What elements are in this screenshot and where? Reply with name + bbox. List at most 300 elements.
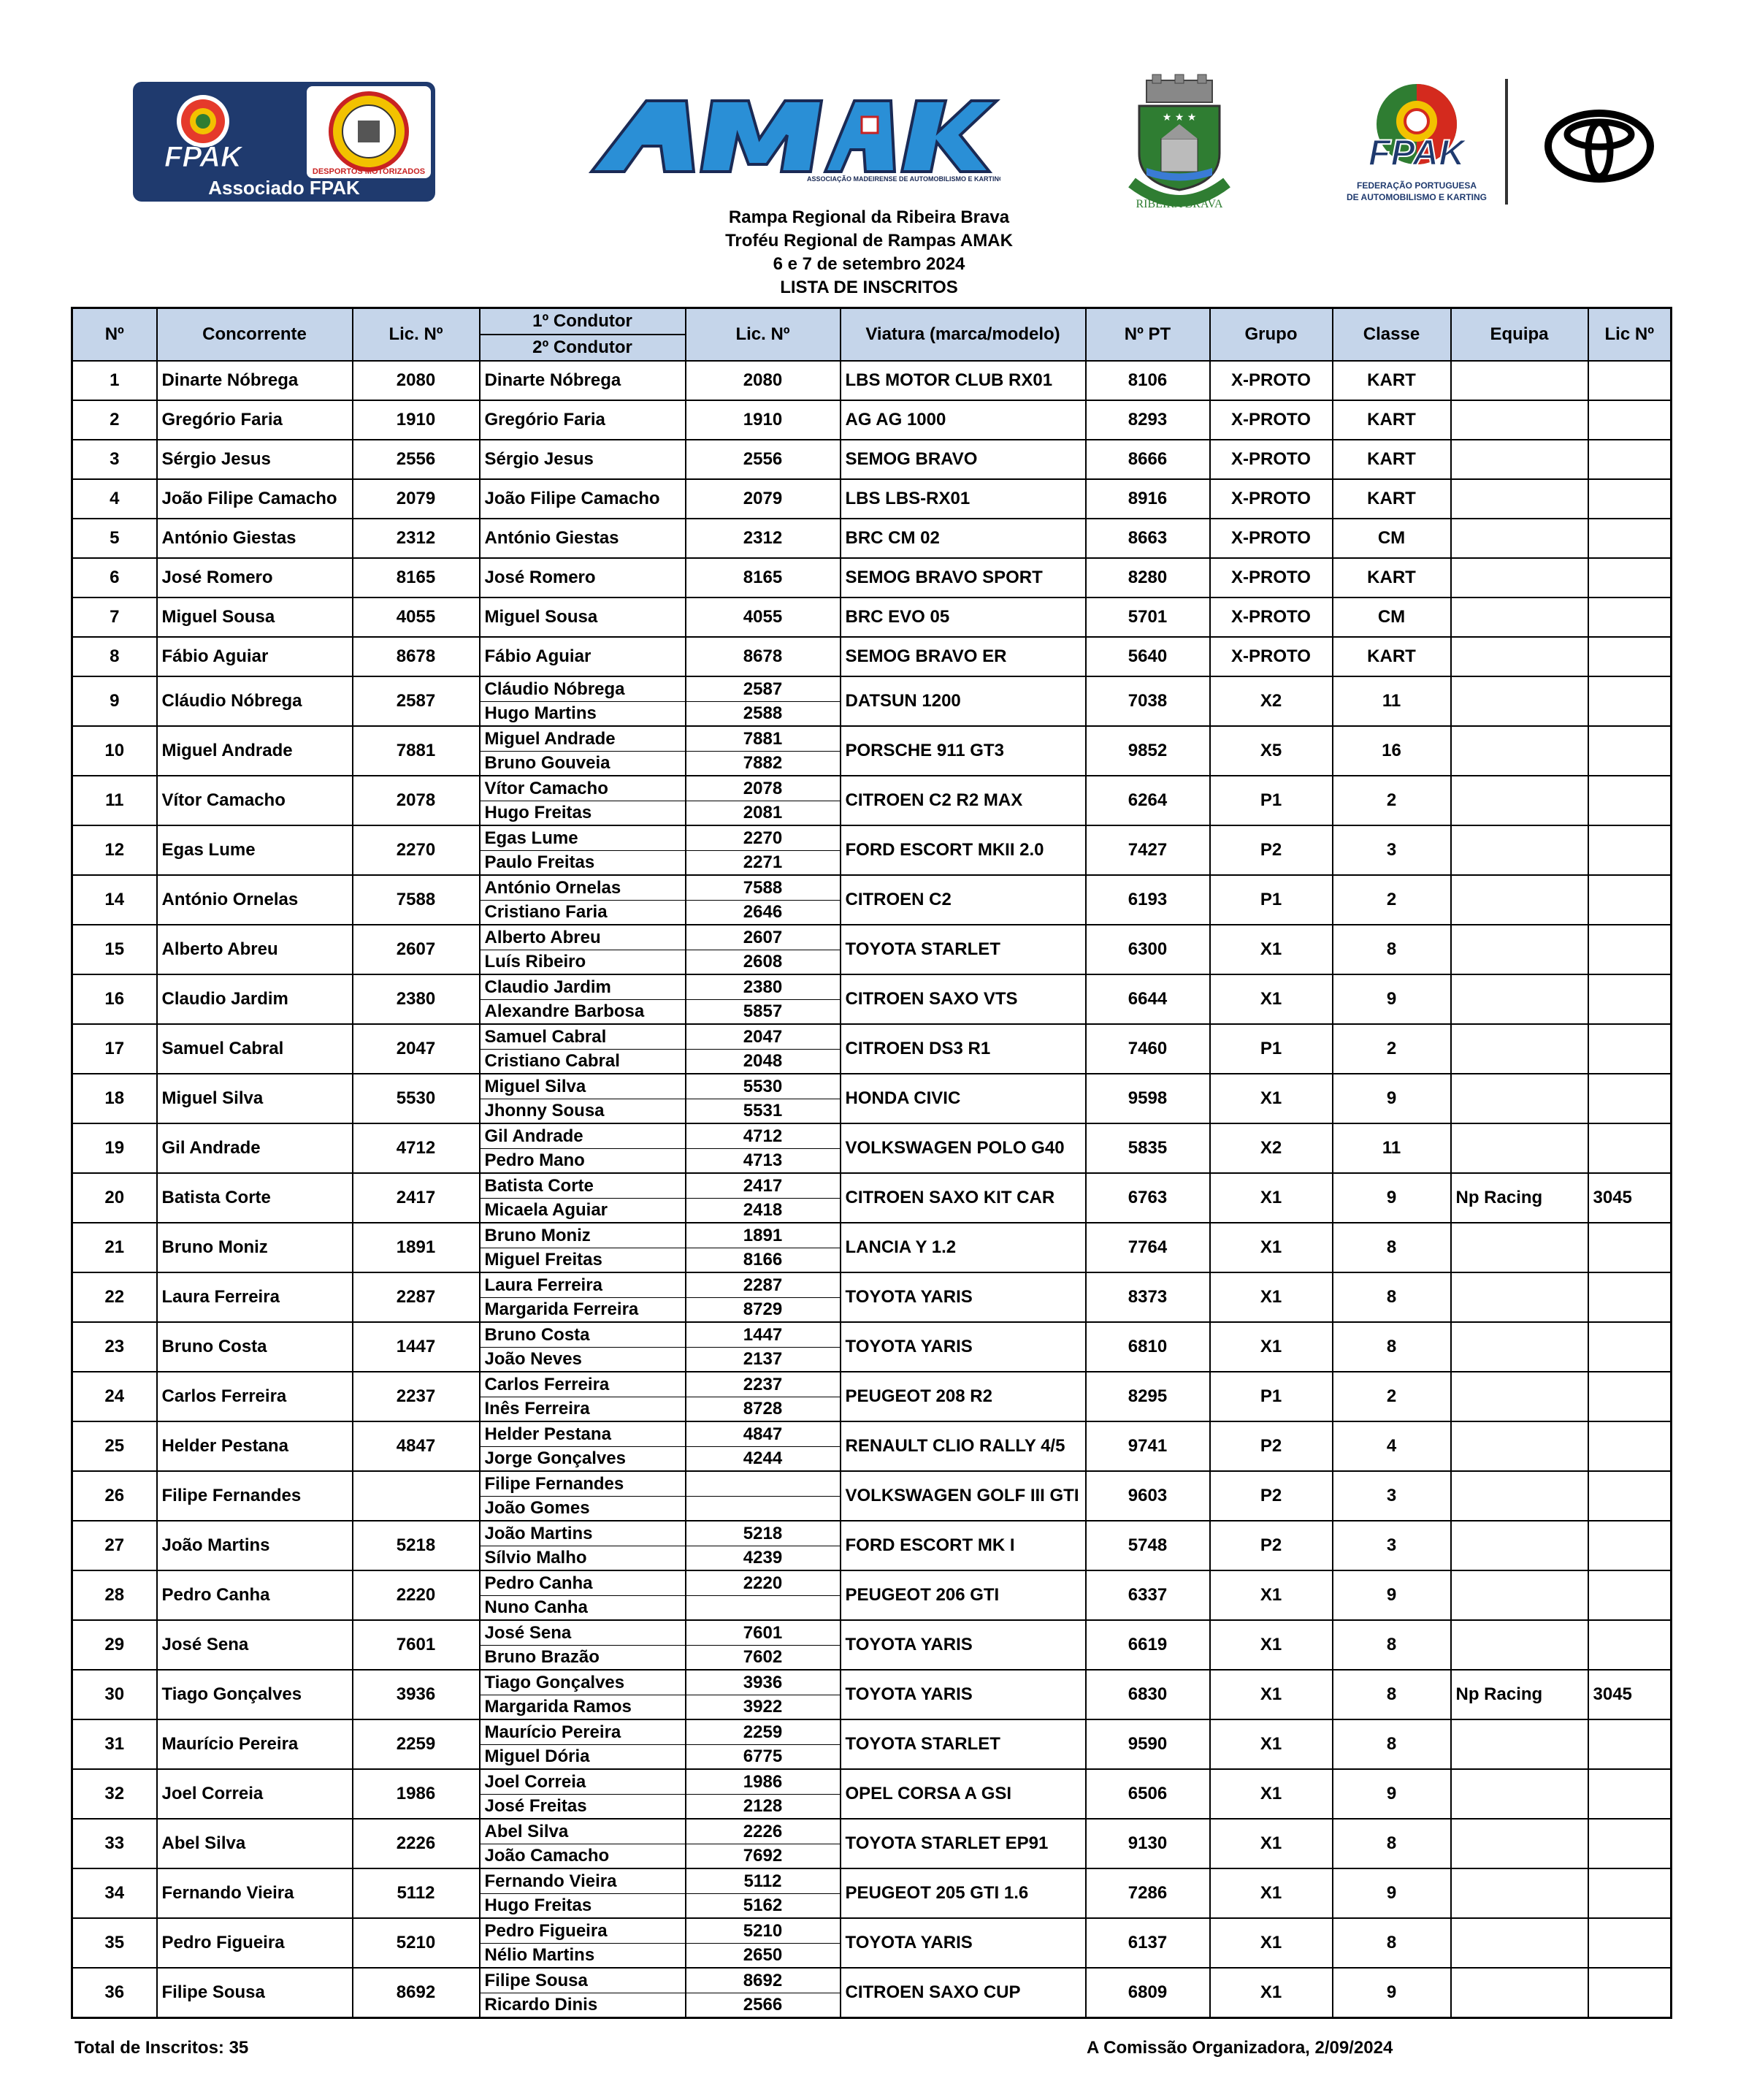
car-model: PORSCHE 911 GT3: [841, 726, 1086, 776]
team-licence: [1588, 479, 1672, 519]
car-model: CITROEN DS3 R1: [841, 1024, 1086, 1074]
class: 8: [1333, 925, 1451, 974]
driver1-licence: 3936: [686, 1670, 841, 1695]
driver1-name: Miguel Silva: [480, 1074, 686, 1099]
driver1-licence: 7601: [686, 1620, 841, 1646]
driver1-name: Abel Silva: [480, 1819, 686, 1844]
pt-number: 6337: [1086, 1570, 1210, 1620]
competitor-licence: 7601: [353, 1620, 480, 1670]
driver1-licence: [686, 1471, 841, 1497]
group: X1: [1210, 1173, 1333, 1223]
competitor-licence: 2047: [353, 1024, 480, 1074]
driver1-name: Tiago Gonçalves: [480, 1670, 686, 1695]
class: CM: [1333, 519, 1451, 558]
driver1-name: José Romero: [480, 558, 686, 597]
entry-number: 32: [72, 1769, 157, 1819]
pt-number: 8293: [1086, 400, 1210, 440]
table-body: [72, 361, 1672, 2018]
competitor-name: Laura Ferreira: [157, 1272, 353, 1322]
competitor-name: António Ornelas: [157, 875, 353, 925]
team: [1451, 974, 1588, 1024]
entry-number: 19: [72, 1123, 157, 1173]
competitor-licence: 5210: [353, 1918, 480, 1968]
driver1-name: Alberto Abreu: [480, 925, 686, 950]
driver2-licence: 2588: [686, 702, 841, 727]
table-row: [72, 1123, 1672, 1149]
competitor-name: Vítor Camacho: [157, 776, 353, 825]
driver1-licence: 2380: [686, 974, 841, 1000]
driver2-name: Luís Ribeiro: [480, 950, 686, 975]
competitor-name: Miguel Silva: [157, 1074, 353, 1123]
table-row: [72, 776, 1672, 801]
pt-number: 5835: [1086, 1123, 1210, 1173]
class: 9: [1333, 1769, 1451, 1819]
competitor-licence: 7881: [353, 726, 480, 776]
pt-number: 9603: [1086, 1471, 1210, 1521]
driver2-name: Miguel Freitas: [480, 1248, 686, 1273]
competitor-name: Alberto Abreu: [157, 925, 353, 974]
pt-number: 8373: [1086, 1272, 1210, 1322]
competitor-name: Abel Silva: [157, 1819, 353, 1868]
table-row: [72, 974, 1672, 1000]
driver2-name: Bruno Gouveia: [480, 752, 686, 776]
competitor-licence: 2259: [353, 1719, 480, 1769]
team: [1451, 519, 1588, 558]
competitor-name: João Filipe Camacho: [157, 479, 353, 519]
team-licence: [1588, 1819, 1672, 1868]
table-row: [72, 1421, 1672, 1447]
competitor-licence: 4712: [353, 1123, 480, 1173]
table-row: [72, 1868, 1672, 1894]
table-row: [72, 1074, 1672, 1099]
group: P2: [1210, 1471, 1333, 1521]
group: X1: [1210, 1322, 1333, 1372]
competitor-licence: 1891: [353, 1223, 480, 1272]
entry-number: 4: [72, 479, 157, 519]
driver1-name: Claudio Jardim: [480, 974, 686, 1000]
competitor-licence: 2078: [353, 776, 480, 825]
competitor-licence: 2417: [353, 1173, 480, 1223]
table-row: [72, 1272, 1672, 1298]
driver1-licence: 2226: [686, 1819, 841, 1844]
driver1-name: Miguel Sousa: [480, 597, 686, 637]
team: [1451, 1918, 1588, 1968]
table-row: [72, 440, 1672, 479]
competitor-name: João Martins: [157, 1521, 353, 1570]
amak-subtitle: ASSOCIAÇÃO MADEIRENSE DE AUTOMOBILISMO E KARTING: [806, 175, 1000, 183]
entry-number: 21: [72, 1223, 157, 1272]
pt-number: 6809: [1086, 1968, 1210, 2018]
driver1-licence: 8678: [686, 637, 841, 676]
class: KART: [1333, 400, 1451, 440]
team: [1451, 1521, 1588, 1570]
driver1-name: Joel Correia: [480, 1769, 686, 1795]
fpak-logo: [1336, 79, 1497, 207]
driver1-name: Filipe Sousa: [480, 1968, 686, 1993]
driver2-name: Margarida Ferreira: [480, 1298, 686, 1323]
car-model: SEMOG BRAVO ER: [841, 637, 1086, 676]
team-licence: [1588, 726, 1672, 776]
driver1-name: Bruno Costa: [480, 1322, 686, 1348]
entry-number: 12: [72, 825, 157, 875]
driver1-licence: 2047: [686, 1024, 841, 1050]
driver1-name: Cláudio Nóbrega: [480, 676, 686, 702]
car-model: FORD ESCORT MKII 2.0: [841, 825, 1086, 875]
team: [1451, 1769, 1588, 1819]
class: 2: [1333, 776, 1451, 825]
list-title: LISTA DE INSCRITOS: [780, 278, 958, 297]
team: [1451, 1620, 1588, 1670]
competitor-name: Claudio Jardim: [157, 974, 353, 1024]
entry-number: 30: [72, 1670, 157, 1719]
driver2-name: Sílvio Malho: [480, 1546, 686, 1571]
trophy-title: Troféu Regional de Rampas AMAK: [725, 231, 1013, 251]
driver2-licence: 6775: [686, 1745, 841, 1770]
driver2-name: João Camacho: [480, 1844, 686, 1869]
team-licence: [1588, 1918, 1672, 1968]
driver1-licence: 5112: [686, 1868, 841, 1894]
table-row: [72, 1719, 1672, 1745]
pt-number: 8280: [1086, 558, 1210, 597]
class: 8: [1333, 1670, 1451, 1719]
entry-number: 18: [72, 1074, 157, 1123]
team: [1451, 1968, 1588, 2018]
competitor-name: Samuel Cabral: [157, 1024, 353, 1074]
entry-number: 8: [72, 637, 157, 676]
table-row: [72, 1819, 1672, 1844]
driver1-name: António Giestas: [480, 519, 686, 558]
entry-number: 5: [72, 519, 157, 558]
driver1-name: Helder Pestana: [480, 1421, 686, 1447]
team-licence: [1588, 1620, 1672, 1670]
event-title: Rampa Regional da Ribeira Brava: [728, 207, 1010, 227]
team: [1451, 1570, 1588, 1620]
driver1-name: José Sena: [480, 1620, 686, 1646]
class: 3: [1333, 1521, 1451, 1570]
logo-divider: [1505, 79, 1508, 205]
team-licence: [1588, 1322, 1672, 1372]
competitor-licence: 5530: [353, 1074, 480, 1123]
competitor-licence: 2220: [353, 1570, 480, 1620]
pt-number: 8295: [1086, 1372, 1210, 1421]
driver2-licence: 5531: [686, 1099, 841, 1124]
driver1-licence: 5210: [686, 1918, 841, 1944]
driver2-name: Paulo Freitas: [480, 851, 686, 876]
team: [1451, 400, 1588, 440]
col-header-competitor: Concorrente: [157, 308, 353, 362]
entry-number: 3: [72, 440, 157, 479]
car-model: TOYOTA STARLET: [841, 925, 1086, 974]
pt-number: 7460: [1086, 1024, 1210, 1074]
table-row: [72, 597, 1672, 637]
pt-number: 6300: [1086, 925, 1210, 974]
class: KART: [1333, 479, 1451, 519]
entry-number: 25: [72, 1421, 157, 1471]
driver2-name: Bruno Brazão: [480, 1646, 686, 1671]
table-row: [72, 925, 1672, 950]
table-row: [72, 479, 1672, 519]
driver1-licence: 2237: [686, 1372, 841, 1397]
driver1-name: António Ornelas: [480, 875, 686, 901]
organizing-committee-signature: A Comissão Organizadora, 2/09/2024: [1087, 2038, 1393, 2058]
class: 8: [1333, 1918, 1451, 1968]
group: P1: [1210, 1024, 1333, 1074]
group: X2: [1210, 676, 1333, 726]
class: 16: [1333, 726, 1451, 776]
driver2-name: Miguel Dória: [480, 1745, 686, 1770]
group: X1: [1210, 1868, 1333, 1918]
entry-number: 29: [72, 1620, 157, 1670]
driver1-licence: 8165: [686, 558, 841, 597]
pt-number: 6193: [1086, 875, 1210, 925]
driver1-licence: 1910: [686, 400, 841, 440]
driver1-licence: 4712: [686, 1123, 841, 1149]
group: X5: [1210, 726, 1333, 776]
car-model: SEMOG BRAVO: [841, 440, 1086, 479]
driver2-licence: 2081: [686, 801, 841, 826]
team: [1451, 1322, 1588, 1372]
group: X-PROTO: [1210, 558, 1333, 597]
driver1-name: Fábio Aguiar: [480, 637, 686, 676]
group: X1: [1210, 1074, 1333, 1123]
svg-text:★ ★ ★: ★ ★ ★: [1162, 112, 1197, 123]
total-registrations: Total de Inscritos: 35: [74, 2038, 249, 2058]
col-header-team: Equipa: [1451, 308, 1588, 362]
driver1-name: Sérgio Jesus: [480, 440, 686, 479]
car-model: TOYOTA YARIS: [841, 1670, 1086, 1719]
toyota-logo: [1544, 110, 1654, 183]
team: [1451, 479, 1588, 519]
team-licence: [1588, 1719, 1672, 1769]
entry-number: 33: [72, 1819, 157, 1868]
driver2-licence: 5857: [686, 1000, 841, 1025]
car-model: HONDA CIVIC: [841, 1074, 1086, 1123]
group: X-PROTO: [1210, 440, 1333, 479]
class: 11: [1333, 676, 1451, 726]
pt-number: 7286: [1086, 1868, 1210, 1918]
driver1-licence: 2587: [686, 676, 841, 702]
pt-number: 9741: [1086, 1421, 1210, 1471]
assoc-fpak-text: FPAK: [164, 141, 242, 173]
team-licence: [1588, 1372, 1672, 1421]
driver2-licence: 8729: [686, 1298, 841, 1323]
entry-number: 9: [72, 676, 157, 726]
group: X-PROTO: [1210, 400, 1333, 440]
driver1-name: Miguel Andrade: [480, 726, 686, 752]
class: KART: [1333, 440, 1451, 479]
pt-number: 8663: [1086, 519, 1210, 558]
car-model: AG AG 1000: [841, 400, 1086, 440]
driver2-licence: 2646: [686, 901, 841, 925]
driver2-licence: 8728: [686, 1397, 841, 1422]
team: [1451, 875, 1588, 925]
group: X1: [1210, 925, 1333, 974]
driver1-name: Pedro Figueira: [480, 1918, 686, 1944]
driver2-licence: 4713: [686, 1149, 841, 1174]
driver1-name: Carlos Ferreira: [480, 1372, 686, 1397]
competitor-name: Gil Andrade: [157, 1123, 353, 1173]
team-licence: [1588, 440, 1672, 479]
table-row: [72, 1769, 1672, 1795]
driver2-name: Hugo Martins: [480, 702, 686, 727]
competitor-licence: 2079: [353, 479, 480, 519]
competitor-licence: 8678: [353, 637, 480, 676]
group: X-PROTO: [1210, 519, 1333, 558]
col-header-driver1: 1º Condutor: [480, 308, 686, 335]
car-model: BRC EVO 05: [841, 597, 1086, 637]
competitor-licence: [353, 1471, 480, 1521]
pt-number: 6137: [1086, 1918, 1210, 1968]
competitor-name: Helder Pestana: [157, 1421, 353, 1471]
driver1-licence: 2270: [686, 825, 841, 851]
group: X-PROTO: [1210, 637, 1333, 676]
driver1-name: Dinarte Nóbrega: [480, 361, 686, 400]
table-row: [72, 1372, 1672, 1397]
team-licence: [1588, 676, 1672, 726]
pt-number: 5640: [1086, 637, 1210, 676]
competitor-name: Pedro Canha: [157, 1570, 353, 1620]
entry-number: 23: [72, 1322, 157, 1372]
team-licence: [1588, 637, 1672, 676]
driver1-name: João Filipe Camacho: [480, 479, 686, 519]
competitor-licence: 5218: [353, 1521, 480, 1570]
group: X2: [1210, 1123, 1333, 1173]
team: [1451, 1868, 1588, 1918]
driver1-licence: 2607: [686, 925, 841, 950]
table-row: [72, 676, 1672, 702]
car-model: TOYOTA STARLET EP91: [841, 1819, 1086, 1868]
driver2-licence: 4239: [686, 1546, 841, 1571]
driver1-name: Fernando Vieira: [480, 1868, 686, 1894]
pt-number: 9598: [1086, 1074, 1210, 1123]
competitor-licence: 2237: [353, 1372, 480, 1421]
car-model: SEMOG BRAVO SPORT: [841, 558, 1086, 597]
driver2-name: Nélio Martins: [480, 1944, 686, 1969]
driver1-name: Pedro Canha: [480, 1570, 686, 1596]
group: P1: [1210, 1372, 1333, 1421]
team-licence: [1588, 1223, 1672, 1272]
competitor-name: Batista Corte: [157, 1173, 353, 1223]
car-model: CITROEN C2 R2 MAX: [841, 776, 1086, 825]
car-model: PEUGEOT 206 GTI: [841, 1570, 1086, 1620]
driver2-licence: 7602: [686, 1646, 841, 1671]
entry-number: 7: [72, 597, 157, 637]
class: 4: [1333, 1421, 1451, 1471]
pt-number: 7764: [1086, 1223, 1210, 1272]
driver1-name: Vítor Camacho: [480, 776, 686, 801]
class: 8: [1333, 1322, 1451, 1372]
team: [1451, 825, 1588, 875]
ribeira-brava-text: RIBEIRA BRAVA: [1136, 198, 1223, 210]
driver2-name: Ricardo Dinis: [480, 1993, 686, 2018]
driver1-licence: 1447: [686, 1322, 841, 1348]
team-licence: [1588, 1421, 1672, 1471]
car-model: BRC CM 02: [841, 519, 1086, 558]
table-row: [72, 558, 1672, 597]
car-model: RENAULT CLIO RALLY 4/5: [841, 1421, 1086, 1471]
team: [1451, 1024, 1588, 1074]
class: 8: [1333, 1620, 1451, 1670]
team: [1451, 1372, 1588, 1421]
competitor-licence: 2270: [353, 825, 480, 875]
competitor-name: Bruno Costa: [157, 1322, 353, 1372]
driver1-licence: 2287: [686, 1272, 841, 1298]
driver1-licence: 2080: [686, 361, 841, 400]
car-model: VOLKSWAGEN GOLF III GTI: [841, 1471, 1086, 1521]
entry-number: 36: [72, 1968, 157, 2018]
team: [1451, 1223, 1588, 1272]
entry-number: 28: [72, 1570, 157, 1620]
pt-number: 6619: [1086, 1620, 1210, 1670]
team: [1451, 1272, 1588, 1322]
car-model: VOLKSWAGEN POLO G40: [841, 1123, 1086, 1173]
group: X1: [1210, 974, 1333, 1024]
team: [1451, 1123, 1588, 1173]
pt-number: 5701: [1086, 597, 1210, 637]
table-row: [72, 1670, 1672, 1695]
team: [1451, 1074, 1588, 1123]
driver2-licence: 3922: [686, 1695, 841, 1720]
driver2-licence: 7882: [686, 752, 841, 776]
car-model: FORD ESCORT MK I: [841, 1521, 1086, 1570]
driver2-licence: 2137: [686, 1348, 841, 1372]
pt-number: 6264: [1086, 776, 1210, 825]
table-row: [72, 875, 1672, 901]
competitor-licence: 4847: [353, 1421, 480, 1471]
team-licence: [1588, 776, 1672, 825]
col-header-driver-lic: Lic. Nº: [686, 308, 841, 362]
competitor-licence: 2607: [353, 925, 480, 974]
competitor-licence: 8692: [353, 1968, 480, 2018]
pt-number: 6830: [1086, 1670, 1210, 1719]
driver2-licence: 2650: [686, 1944, 841, 1969]
driver1-licence: 1891: [686, 1223, 841, 1248]
class: 2: [1333, 1372, 1451, 1421]
class: 3: [1333, 825, 1451, 875]
driver2-name: João Gomes: [480, 1497, 686, 1521]
competitor-name: José Romero: [157, 558, 353, 597]
driver1-licence: 7881: [686, 726, 841, 752]
col-header-pt: Nº PT: [1086, 308, 1210, 362]
competitor-name: Gregório Faria: [157, 400, 353, 440]
col-header-car: Viatura (marca/modelo): [841, 308, 1086, 362]
entry-number: 17: [72, 1024, 157, 1074]
entry-number: 24: [72, 1372, 157, 1421]
group: X-PROTO: [1210, 479, 1333, 519]
competitor-licence: 2587: [353, 676, 480, 726]
competitor-name: Pedro Figueira: [157, 1918, 353, 1968]
amak-logo: [584, 95, 1000, 183]
team: [1451, 597, 1588, 637]
col-header-class: Classe: [1333, 308, 1451, 362]
competitor-licence: 2312: [353, 519, 480, 558]
fpak-letters: FPAK: [1368, 132, 1466, 173]
table-row: [72, 1471, 1672, 1497]
table-row: [72, 1223, 1672, 1248]
team: [1451, 776, 1588, 825]
team-licence: [1588, 1968, 1672, 2018]
competitor-name: José Sena: [157, 1620, 353, 1670]
table-row: [72, 1024, 1672, 1050]
table-row: [72, 1322, 1672, 1348]
competitor-name: Tiago Gonçalves: [157, 1670, 353, 1719]
car-model: CITROEN SAXO KIT CAR: [841, 1173, 1086, 1223]
car-model: TOYOTA YARIS: [841, 1620, 1086, 1670]
pt-number: 5748: [1086, 1521, 1210, 1570]
pt-number: 6763: [1086, 1173, 1210, 1223]
team: [1451, 558, 1588, 597]
group: X1: [1210, 1223, 1333, 1272]
